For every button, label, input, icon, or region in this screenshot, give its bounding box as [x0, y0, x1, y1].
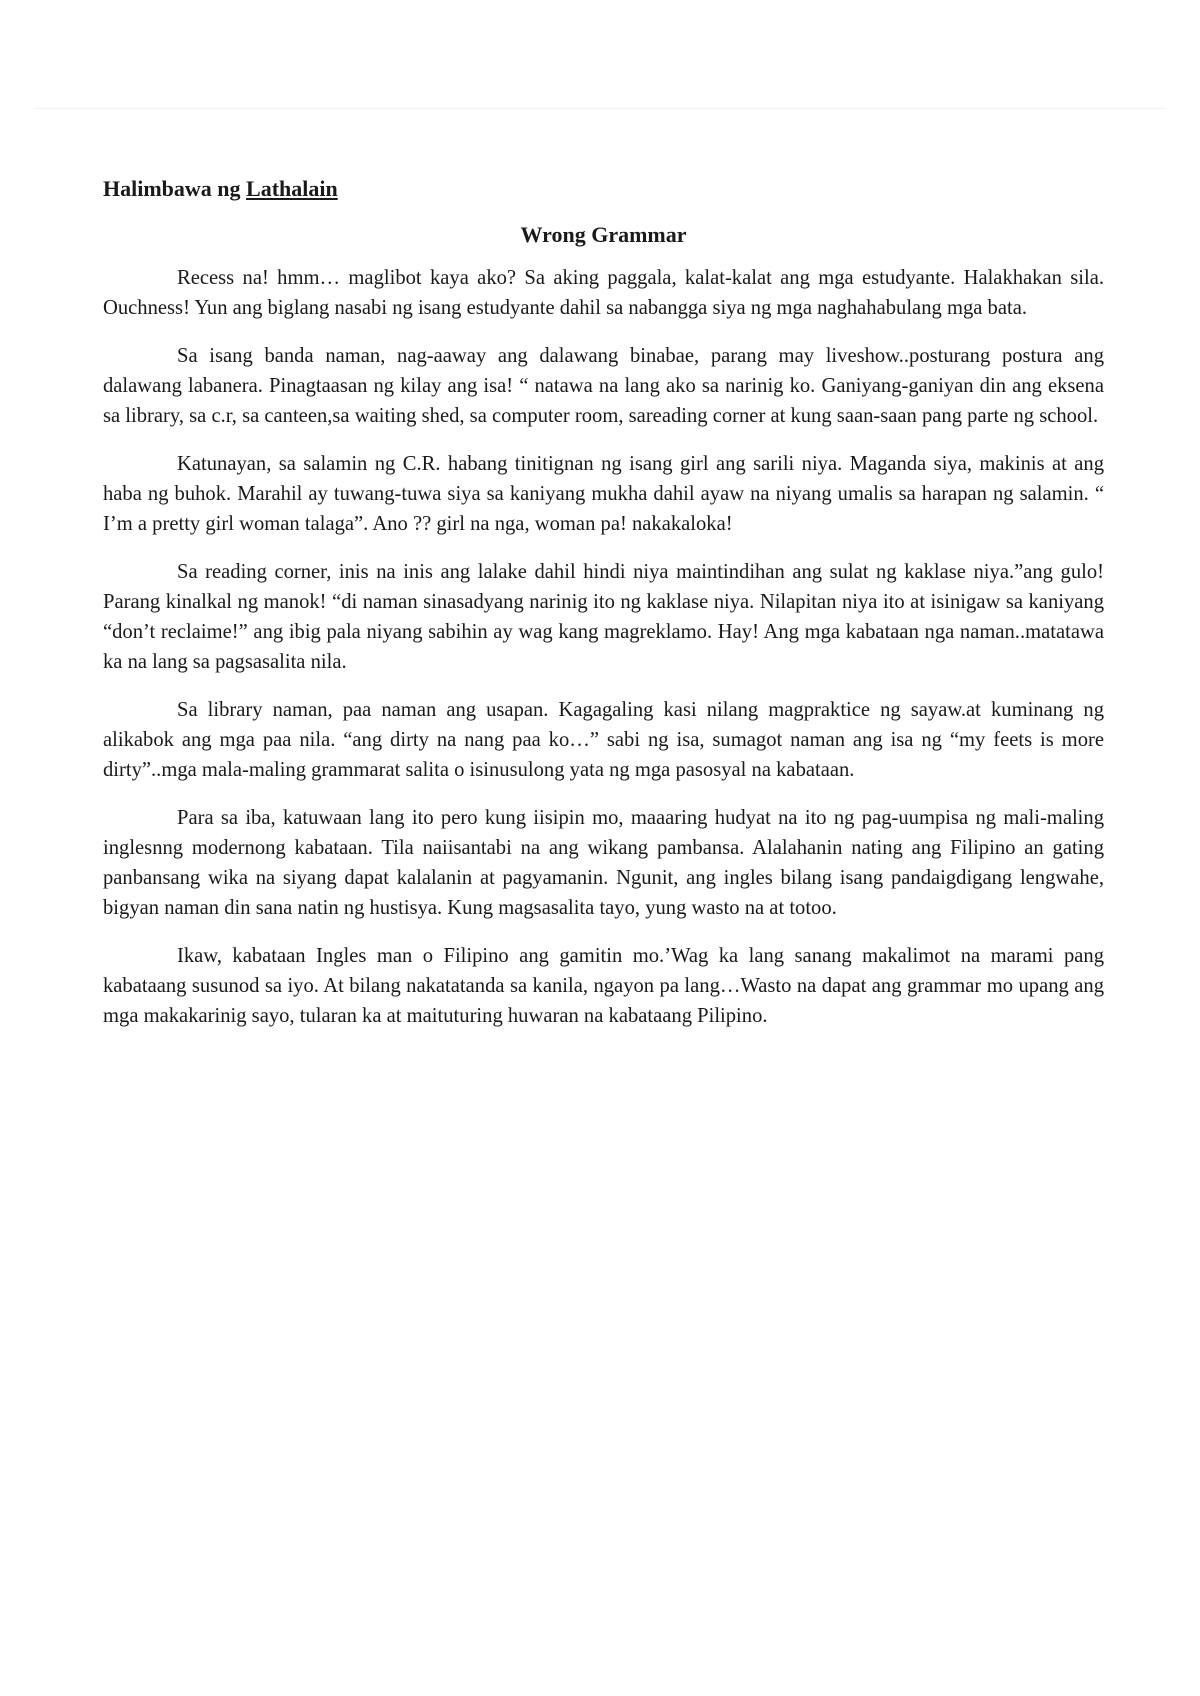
- paragraph-6: Para sa iba, katuwaan lang ito pero kung iisipin mo, maaaring hudyat na ito ng pag-uumpisa ng mali-maling inglesnng modernong kabataan. Tila naiisantabi na ang wikang pambansa. Alalahanin nating ang Filipino an gating panbansang wika na siyang dapat kalalanin at pagyamanin. Ngunit, ang ingles bilang isang pandaigdigang lengwahe, bigyan naman din sana natin ng hustisya. Kung magsasalita tayo, yung wasto na at totoo.: [103, 806, 1104, 919]
- page-top-divider: [34, 108, 1166, 109]
- paragraph-5: Sa library naman, paa naman ang usapan. Kagagaling kasi nilang magpraktice ng sayaw.at kuminang ng alikabok ang mga paa nila. “ang dirty na nang paa ko…” sabi ng isa, sumagot naman ang isa ng “my feets is more dirty”..mga mala-maling grammarat salita o isinusulong yata ng mga pasosyal na kabataan.: [103, 698, 1104, 781]
- paragraph-2: Sa isang banda naman, nag-aaway ang dalawang binabae, parang may liveshow..posturang postura ang dalawang labanera. Pinagtaasan ng kilay ang isa! “ natawa na lang ako sa narinig ko. Ganiyang-ganiyan din ang eksena sa library, sa c.r, sa canteen,sa waiting shed, sa computer room, sareading corner at kung saan-saan pang parte ng school.: [103, 344, 1104, 427]
- paragraph-7: Ikaw, kabataan Ingles man o Filipino ang gamitin mo.’Wag ka lang sanang makalimot na marami pang kabataang susunod sa iyo. At bilang nakatatanda sa kanila, ngayon pa lang…Wasto na dapat ang grammar mo upang ang mga makakarinig sayo, tularan ka at maituturing huwaran na kabataang Pilipino.: [103, 944, 1104, 1027]
- article-title: Wrong Grammar: [520, 222, 687, 248]
- heading-underlined-term: Lathalain: [246, 176, 338, 201]
- paragraph-1: Recess na! hmm… maglibot kaya ako? Sa aking paggala, kalat-kalat ang mga estudyante. Halakhakan sila. Ouchness! Yun ang biglang nasabi ng isang estudyante dahil sa nabangga siya ng mga naghahabulang mga bata.: [103, 266, 1104, 319]
- document-heading: [103, 176, 1104, 202]
- paragraph-4: Sa reading corner, inis na inis ang lalake dahil hindi niya maintindihan ang sulat ng kaklase niya.”ang gulo! Parang kinalkal ng manok! “di naman sinasadyang narinig ito ng kaklase niya. Nilapitan niya ito at isinigaw sa kaniyang “don’t reclaime!” ang ibig pala niyang sabihin ay wag kang magreklamo. Hay! Ang mga kabataan nga naman..matatawa ka na lang sa pagsasalita nila.: [103, 560, 1104, 673]
- paragraph-3: Katunayan, sa salamin ng C.R. habang tinitignan ng isang girl ang sarili niya. Maganda siya, makinis at ang haba ng buhok. Marahil ay tuwang-tuwa siya sa kaniyang mukha dahil ayaw na niyang umalis sa harapan ng salamin. “ I’m a pretty girl woman talaga”. Ano ?? girl na nga, woman pa! nakakaloka!: [103, 452, 1104, 535]
- document-body: [103, 176, 1104, 1049]
- heading-prefix: Halimbawa ng: [103, 176, 247, 201]
